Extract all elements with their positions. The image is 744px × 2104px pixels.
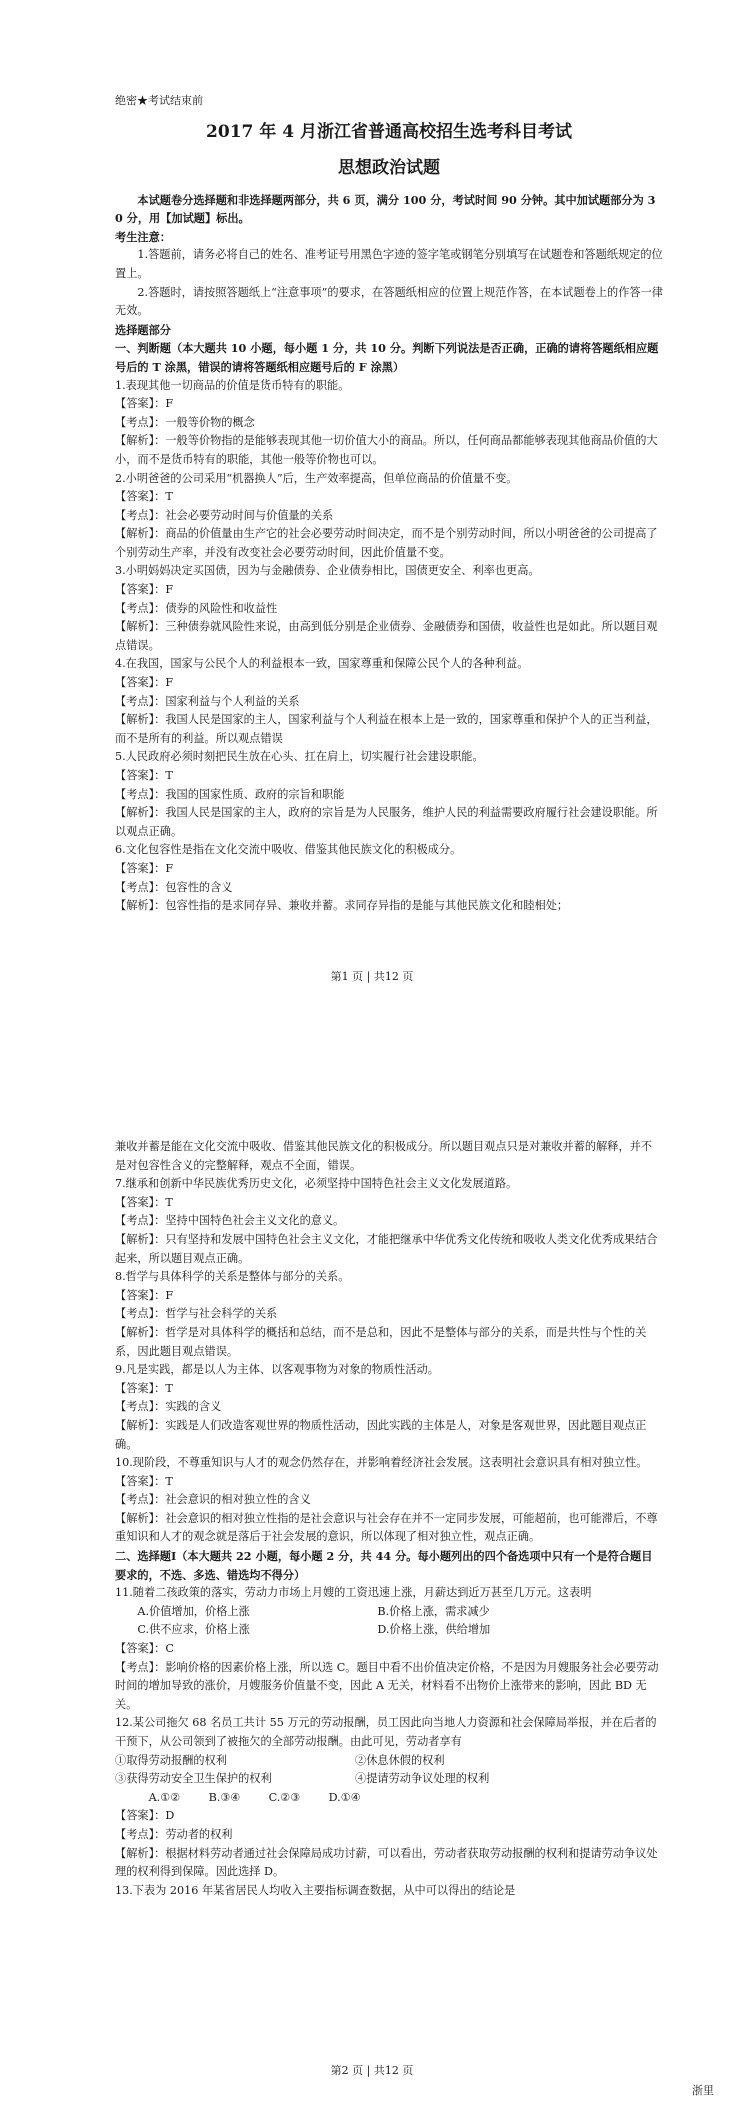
intro-text: 本试题卷分选择题和非选择题两部分，共 6 页，满分 100 分，考试时间 90 分钟。其中加试题部分为 30 分，用【加试题】标出。 — [115, 192, 656, 226]
question-text: 1.表现其他一切商品的价值是货币特有的职能。 — [115, 378, 350, 392]
explanation: 【解析】：一般等价物指的是能够表现其他一切价值大小的商品。所以，任何商品都能够表现其他商品价值的大小，而不是货币特有的职能，其他一般等价物也可以。 — [115, 434, 658, 466]
knowledge-point: 【考点】：国家利益与个人利益的关系 — [115, 694, 300, 708]
exam-title: 2017 年 4 月浙江省普通高校招生选考科目考试 — [206, 121, 572, 142]
answer-line: 【答案】：D — [115, 1809, 175, 1823]
exam-subtitle: 思想政治试题 — [338, 157, 440, 178]
question-text: 5.人民政府必须时刻把民生放在心头、扛在肩上，切实履行社会建设职能。 — [115, 750, 484, 764]
answer-line: 【答案】：T — [115, 1381, 173, 1395]
question-text: 11.随着二孩政策的落实，劳动力市场上月嫂的工资迅速上涨，月薪达到近万甚至几万元。这表明 — [115, 1586, 592, 1600]
question-text: 6.文化包容性是指在文化交流中吸收、借鉴其他民族文化的积极成分。 — [115, 843, 462, 857]
knowledge-point: 【考点】：社会必要劳动时间与价值量的关系 — [115, 508, 334, 522]
knowledge-point: 【考点】：劳动者的权利 — [115, 1827, 233, 1841]
knowledge-point: 【考点】：实践的含义 — [115, 1400, 222, 1414]
statement-2: ②休息休假的权利 — [355, 1753, 445, 1767]
notice-item: 1.答题前，请务必将自己的姓名、准考证号用黑色字迹的签字笔或钢笔分别填写在试题卷和答题纸规定的位置上。 — [115, 248, 663, 280]
knowledge-point: 【考点】：包容性的含义 — [115, 880, 233, 894]
option-row — [115, 1603, 663, 1622]
explanation: 【解析】：根据材料劳动者通过社会保障局成功讨薪，可以看出，劳动者获取劳动报酬的权利和提请劳动争议处理的权利得到保障。因此选择 D。 — [115, 1846, 658, 1879]
question-text: 4.在我国，国家与公民个人的利益根本一致，国家尊重和保障公民个人的各种利益。 — [115, 657, 529, 671]
confidential-mark: 绝密★考试结束前 — [115, 94, 203, 107]
knowledge-point: 【考点】：坚持中国特色社会主义文化的意义。 — [115, 1214, 345, 1228]
answer-line: 【答案】：T — [115, 1474, 173, 1488]
explanation: 【解析】：我国人民是国家的主人，国家利益与个人利益在根本上是一致的，国家尊重和保护个人的正当利益，而不是所有的利益。所以观点错误 — [115, 713, 658, 745]
explanation: 【解析】：只有坚持和发展中国特色社会主义文化，才能把继承中华优秀文化传统和吸收人类文化优秀成果结合起来，所以题目观点正确。 — [115, 1232, 658, 1265]
answer-line: 【答案】：F — [115, 1288, 174, 1302]
option-d: D.价格上涨，供给增加 — [377, 1623, 491, 1637]
part-title: 一、判断题（本大题共 10 小题，每小题 1 分，共 10 分。判断下列说法是否正确，正确的请将答题纸相应题号后的 T 涂黑，错误的请将答题纸相应题号后的 F 涂黑） — [115, 341, 659, 374]
answer-line: 【答案】：T — [115, 1195, 173, 1209]
answer-line: 【答案】：T — [115, 490, 173, 504]
option-b: B.③④ — [208, 1790, 241, 1804]
option-row — [115, 1621, 663, 1640]
explanation: 【考点】：影响价格的因素价格上涨，所以选 C。题目中看不出价值决定价格，不是因为月嫂服务社会必要劳动时间的增加导致的涨价，月嫂服务价值量不变，因此 A 无关，材料看不出物价上涨带来的影响，因此 BD 无关。 — [115, 1660, 659, 1711]
explanation: 【解析】：商品的价值量由生产它的社会必要劳动时间决定，而不是个别劳动时间，所以小明爸爸的公司提高了个别劳动生产率，并没有改变社会必要劳动时间，因此价值量不变。 — [115, 527, 658, 559]
option-d: D.①④ — [328, 1790, 361, 1804]
option-row — [115, 1789, 663, 1808]
option-c: C.供不应求，价格上涨 — [137, 1623, 250, 1637]
option-c: C.②③ — [268, 1790, 301, 1804]
knowledge-point: 【考点】：我国的国家性质、政府的宗旨和职能 — [115, 787, 345, 801]
knowledge-point: 【考点】：哲学与社会科学的关系 — [115, 1307, 278, 1321]
question-text: 13.下表为 2016 年某省居民人均收入主要指标调查数据，从中可以得出的结论是 — [115, 1883, 516, 1897]
statement-1: ①取得劳动报酬的权利 — [115, 1753, 227, 1767]
explanation: 【解析】：哲学是对具体科学的概括和总结，而不是总和，因此不是整体与部分的关系，而是共性与个性的关系，因此题目观点错误。 — [115, 1325, 647, 1358]
explanation: 【解析】：社会意识的相对独立性指的是社会意识与社会存在并不一定同步发展，可能超前，也可能滞后，不尊重知识和人才的观念就是落后于社会发展的意识，所以体现了相对独立性，观点正确。 — [115, 1511, 658, 1544]
page-1-content — [115, 92, 663, 916]
question-text: 3.小明妈妈决定买国债，因为与金融债券、企业债券相比，国债更安全、利率也更高。 — [115, 564, 540, 578]
explanation: 兼收并蓄是能在文化交流中吸收、借鉴其他民族文化的积极成分。所以题目观点只是对兼收并蓄的解释，并不是对包容性含义的完整解释，观点不全面，错误。 — [115, 1140, 653, 1172]
knowledge-point: 【考点】：债券的风险性和收益性 — [115, 601, 278, 615]
question-text: 2.小明爸爸的公司采用“机器换人”后，生产效率提高，但单位商品的价值量不变。 — [115, 471, 518, 485]
notice-item: 2.答题时，请按照答题纸上“注意事项”的要求，在答题纸相应的位置上规范作答，在本试题卷上的作答一律无效。 — [115, 285, 663, 318]
answer-line: 【答案】：C — [115, 1642, 174, 1656]
page-1 — [0, 0, 744, 1000]
question-text: 7.继承和创新中华民族优秀历史文化，必须坚持中国特色社会主义文化发展道路。 — [115, 1177, 518, 1191]
answer-line: 【答案】：T — [115, 769, 173, 782]
corner-watermark: 浙里 — [692, 2084, 714, 2097]
answer-line: 【答案】：F — [115, 676, 174, 690]
section-title: 选择题部分 — [115, 322, 171, 337]
page-footer: 第1 页 | 共12 页 — [330, 970, 414, 983]
knowledge-point: 【考点】：一般等价物的概念 — [115, 415, 255, 429]
part-title: 二、选择题Ⅰ（本大题共 22 小题，每小题 2 分，共 44 分。每小题列出的四个备选项中只有一个是符合题目要求的，不选、多选、错选均不得分） — [115, 1549, 653, 1582]
answer-line: 【答案】：F — [115, 861, 174, 875]
question-text: 10.现阶段，不尊重知识与人才的观念仍然存在，并影响着经济社会发展。这表明社会意识具有相对独立性。 — [115, 1456, 648, 1470]
explanation: 【解析】：三种债券就风险性来说，由高到低分别是企业债券、金融债券和国债，收益性也是如此。所以题目观点错误。 — [115, 620, 658, 652]
option-a: A.①② — [148, 1790, 181, 1804]
question-text: 9.凡是实践，都是以人为主体、以客观事物为对象的物质性活动。 — [115, 1363, 439, 1377]
page-2-content — [115, 1138, 663, 1900]
notice-title: 考生注意： — [115, 229, 171, 244]
page-footer: 第2 页 | 共12 页 — [330, 2064, 414, 2077]
answer-line: 【答案】：F — [115, 397, 174, 411]
statement-3: ③获得劳动安全卫生保护的权利 — [115, 1772, 272, 1786]
explanation: 【解析】：我国人民是国家的主人，政府的宗旨是为人民服务，维护人民的利益需要政府履行社会建设职能。所以观点正确。 — [115, 806, 658, 838]
question-text: 12.某公司拖欠 68 名员工共计 55 万元的劳动报酬，员工因此向当地人力资源和社会保障局举报，并在后者的干预下，从公司领到了被拖欠的全部劳动报酬。由此可见，劳动者享有 — [115, 1716, 657, 1748]
statement-row — [115, 1770, 663, 1789]
statement-4: ④提请劳动争议处理的权利 — [355, 1772, 490, 1786]
question-text: 8.哲学与具体科学的关系是整体与部分的关系。 — [115, 1270, 350, 1284]
explanation: 【解析】：包容性指的是求同存异、兼收并蓄。求同存异指的是能与其他民族文化和睦相处； — [115, 899, 569, 913]
explanation: 【解析】：实践是人们改造客观世界的物质性活动，因此实践的主体是人，对象是客观世界，因此题目观点正确。 — [115, 1418, 647, 1451]
answer-line: 【答案】：F — [115, 583, 174, 597]
option-b: B.价格上涨，需求减少 — [377, 1604, 490, 1618]
knowledge-point: 【考点】：社会意识的相对独立性的含义 — [115, 1493, 311, 1507]
statement-row — [115, 1752, 663, 1771]
option-a: A.价值增加，价格上涨 — [137, 1604, 250, 1618]
